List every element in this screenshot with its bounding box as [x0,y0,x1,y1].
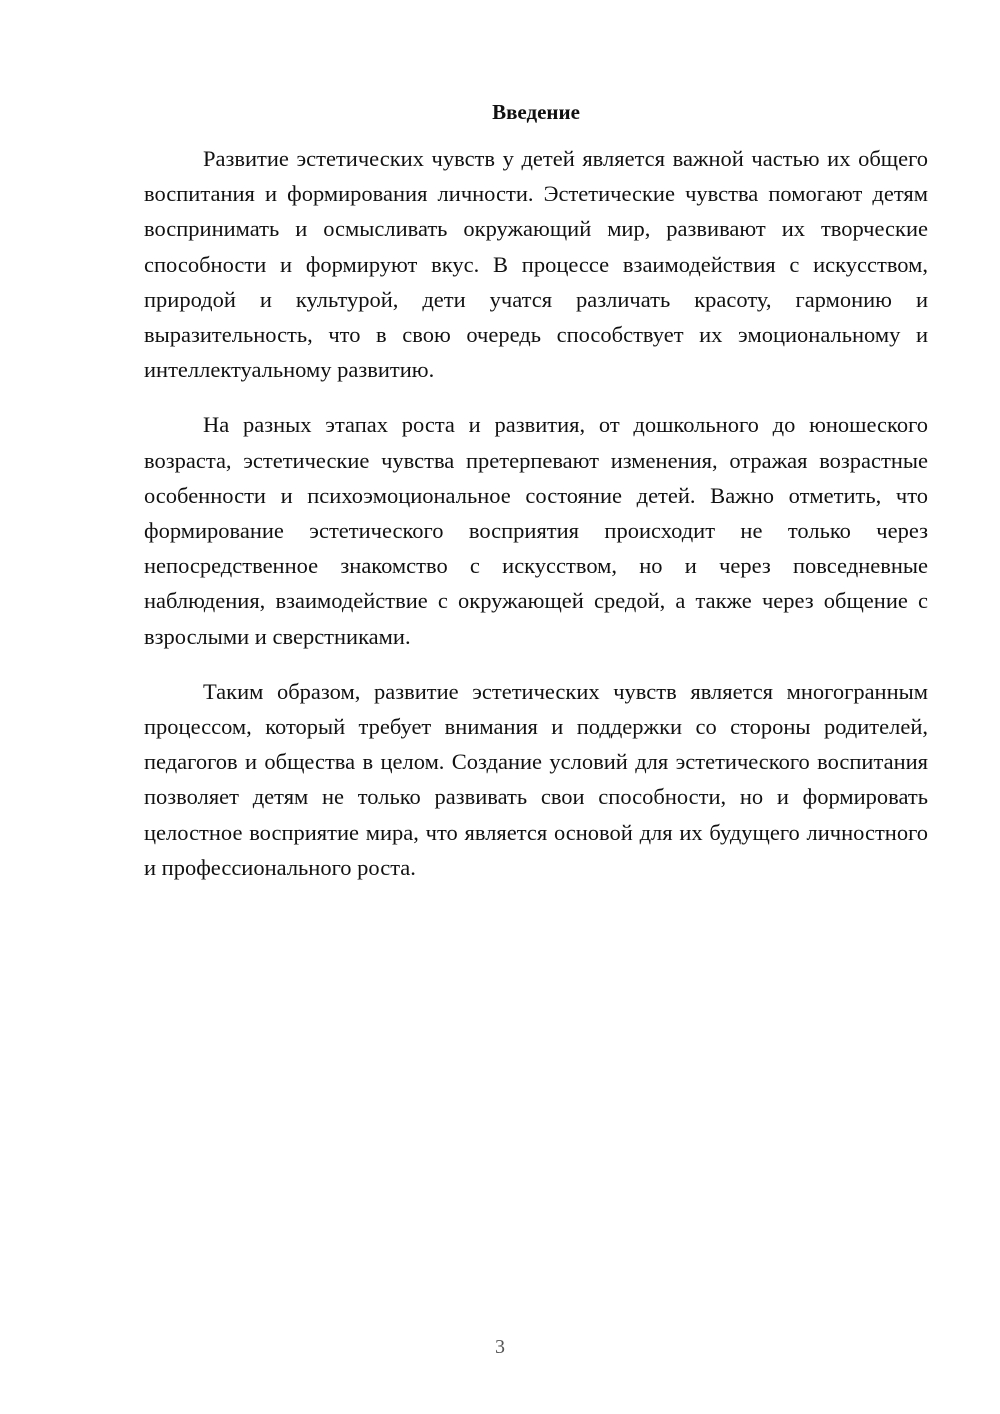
paragraph-1: Развитие эстетических чувств у детей является важной частью их общего воспитания и формирования личности. Эстетические чувства помогают детям воспринимать и осмысливать окружающий мир, развивают их творческие способности и формируют вкус. В процессе взаимодействия с искусством, природой и культурой, дети учатся различать красоту, гармонию и выразительность, что в свою очередь способствует их эмоциональному и интеллектуальному развитию. [144,146,928,383]
paragraph-2: На разных этапах роста и развития, от дошкольного до юношеского возраста, эстетические чувства претерпевают изменения, отражая возрастные особенности и психоэмоциональное состояние детей. Важно отметить, что формирование эстетического восприятия происходит не только через непосредственное знакомство с искусством, но и через повседневные наблюдения, взаимодействие с окружающей средой, а также через общение с взрослыми и сверстниками. [144,412,928,649]
section-title: Введение [492,100,580,124]
page-number: 3 [495,1336,505,1358]
page-content [144,97,928,905]
paragraph-3: Таким образом, развитие эстетических чувств является многогранным процессом, который требует внимания и поддержки со стороны родителей, педагогов и общества в целом. Создание условий для эстетического воспитания позволяет детям не только развивать свои способности, но и формировать целостное восприятие мира, что является основой для их будущего личностного и профессионального роста. [144,678,928,880]
